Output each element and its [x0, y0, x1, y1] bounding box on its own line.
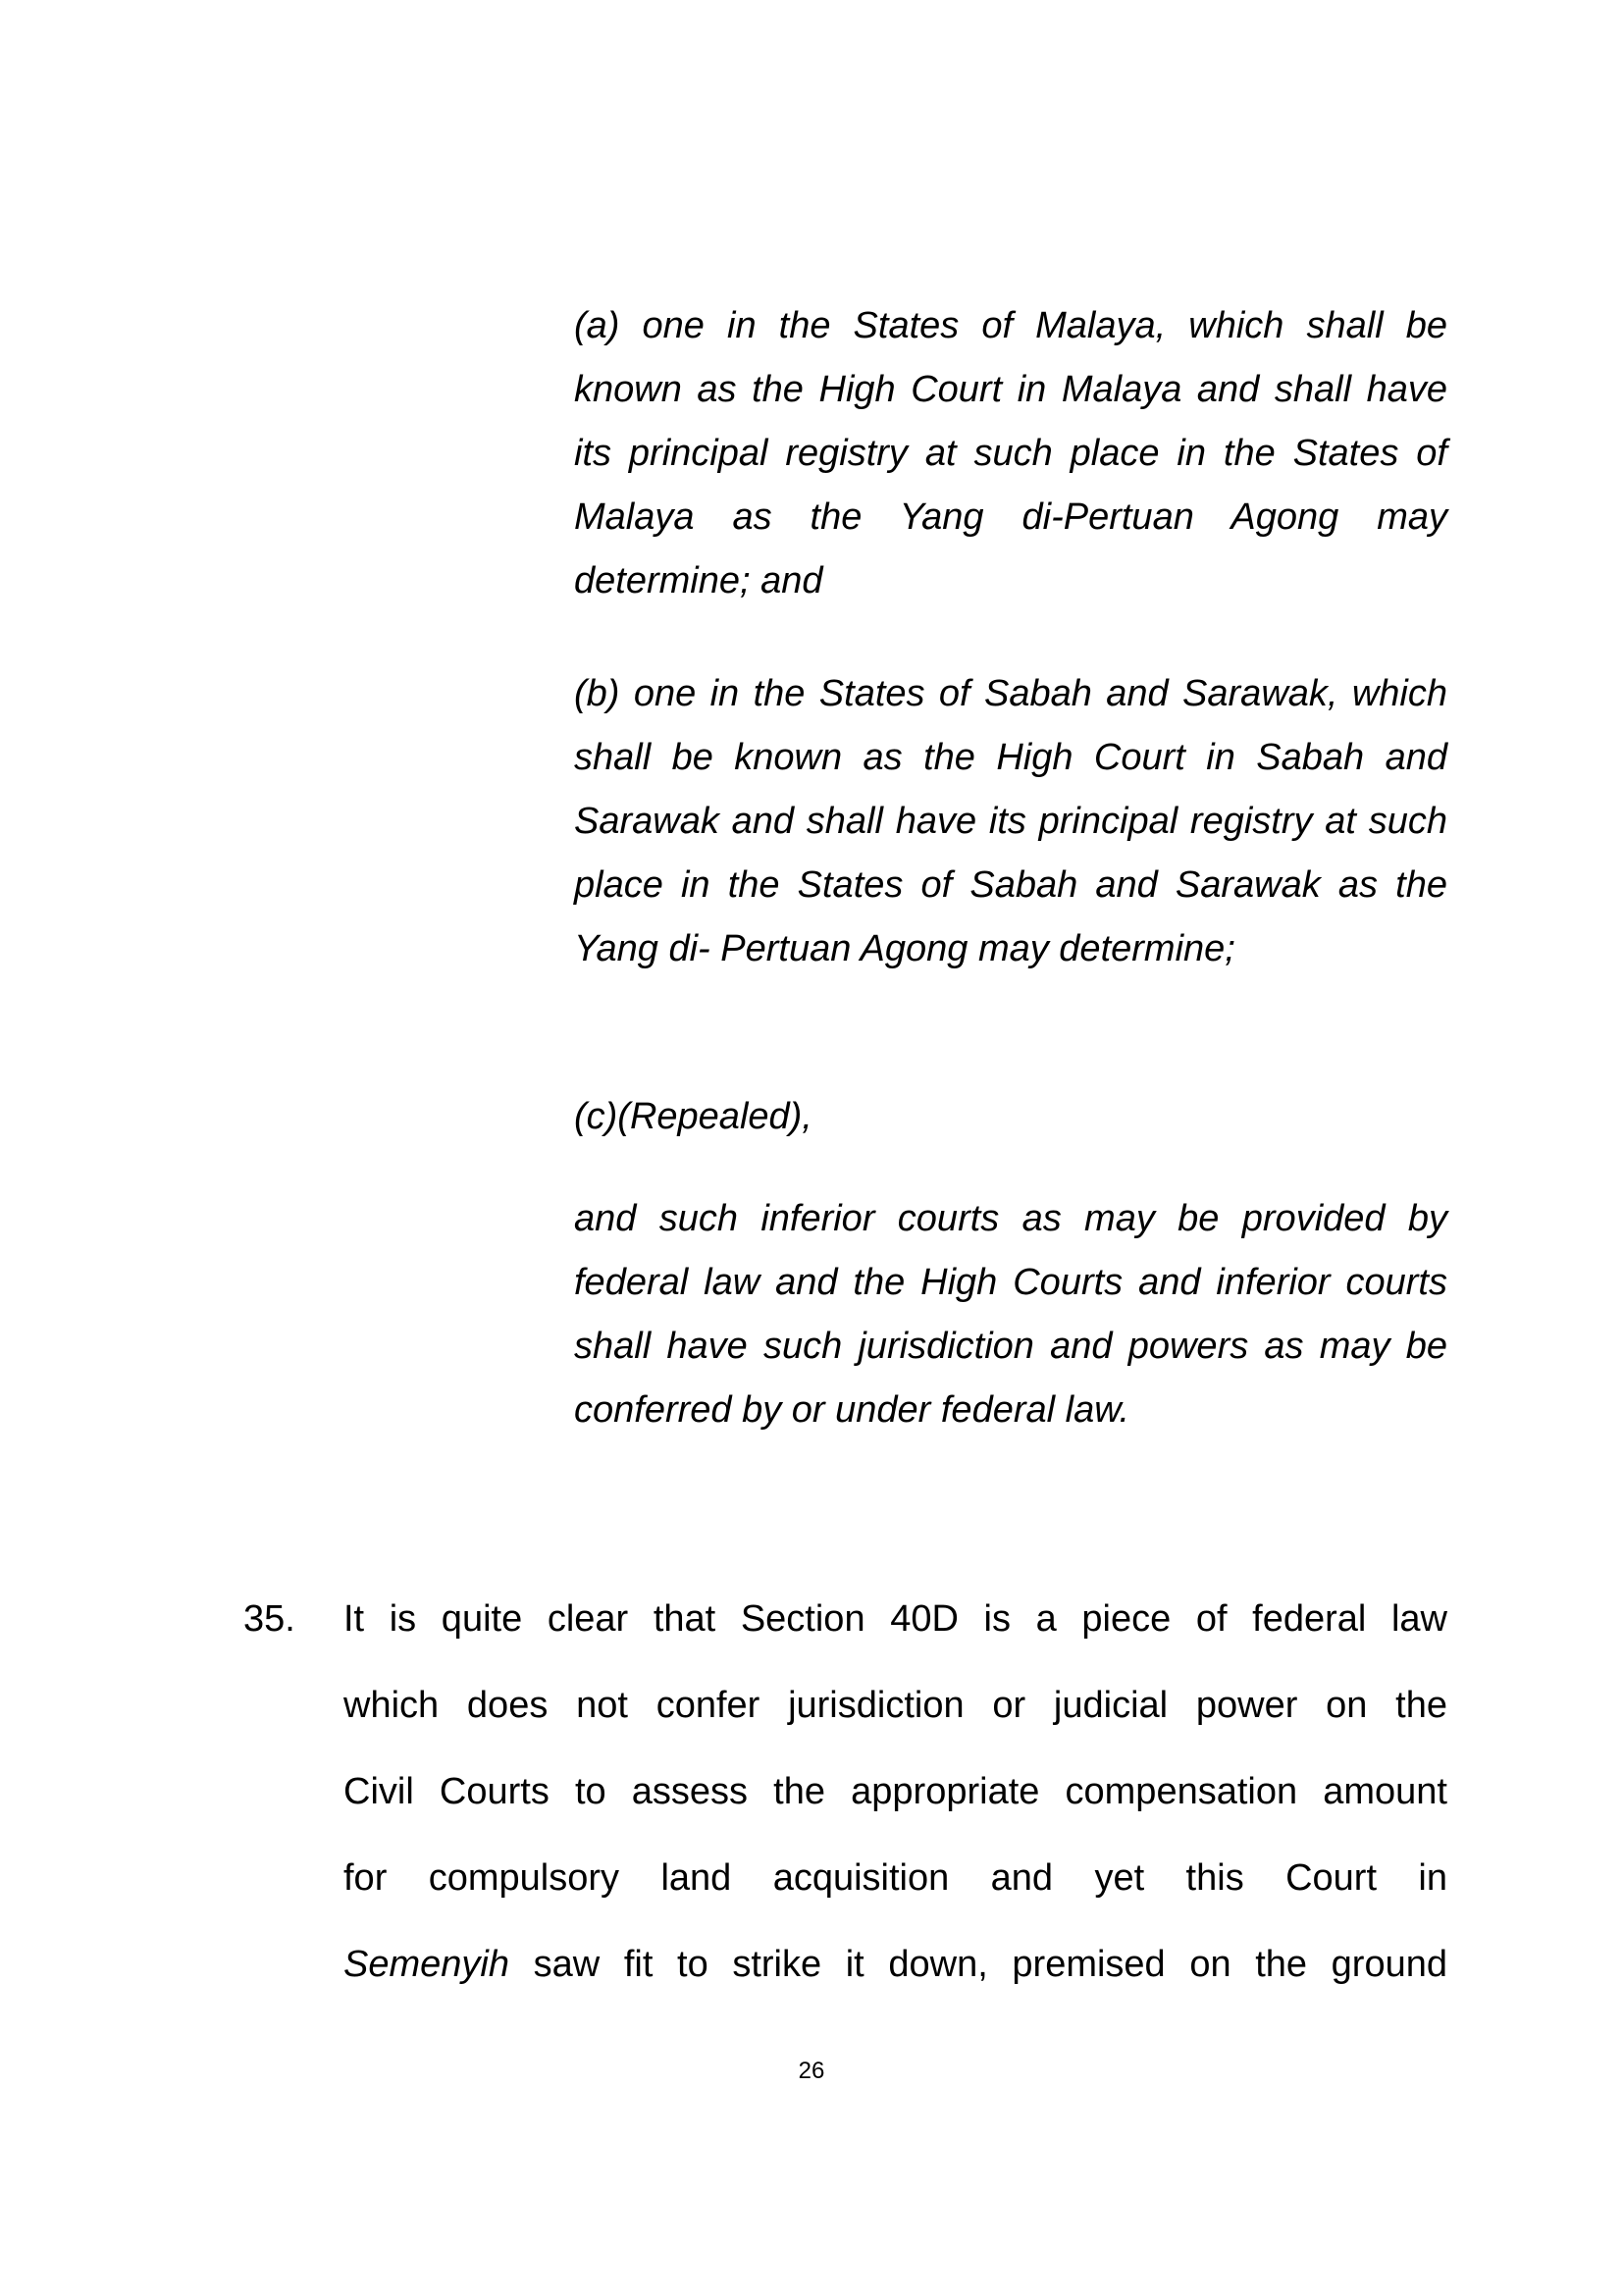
paragraph-number: 35.: [243, 1598, 295, 1640]
case-name: Semenyih: [343, 1944, 509, 1985]
paragraph-line: which does not confer jurisdiction or judicial power on the: [343, 1685, 1447, 1726]
quoted-clause-b: (b) one in the States of Sabah and Sarawak, which shall be known as the High Court in Sabah and Sarawak and shall have its principal registry at such place in the States of Sabah and Sarawak as the Yang di- Pertuan Agong may determine;: [574, 673, 1447, 969]
paragraph-line: [343, 1921, 1447, 2008]
paragraph-35-body: [343, 1576, 1447, 2008]
paragraph-line: It is quite clear that Section 40D is a piece of federal law: [343, 1598, 1447, 1640]
quoted-clause-tail: and such inferior courts as may be provided by federal law and the High Courts and inferior courts shall have such jurisdiction and powers as may be conferred by or under federal law.: [574, 1198, 1447, 1431]
page-number: 26: [798, 2058, 825, 2084]
quoted-clause-c: (c)(Repealed),: [574, 1096, 812, 1137]
quoted-clause-a: (a) one in the States of Malaya, which shall be known as the High Court in Malaya and shall have its principal registry at such place in the States of Malaya as the Yang di-Pertuan Agong may determine; and: [574, 305, 1447, 601]
paragraph-line: for compulsory land acquisition and yet this Court in: [343, 1857, 1447, 1899]
paragraph-line-rest: saw fit to strike it down, premised on the ground: [508, 1944, 1447, 1985]
paragraph-line: Civil Courts to assess the appropriate compensation amount: [343, 1771, 1447, 1812]
